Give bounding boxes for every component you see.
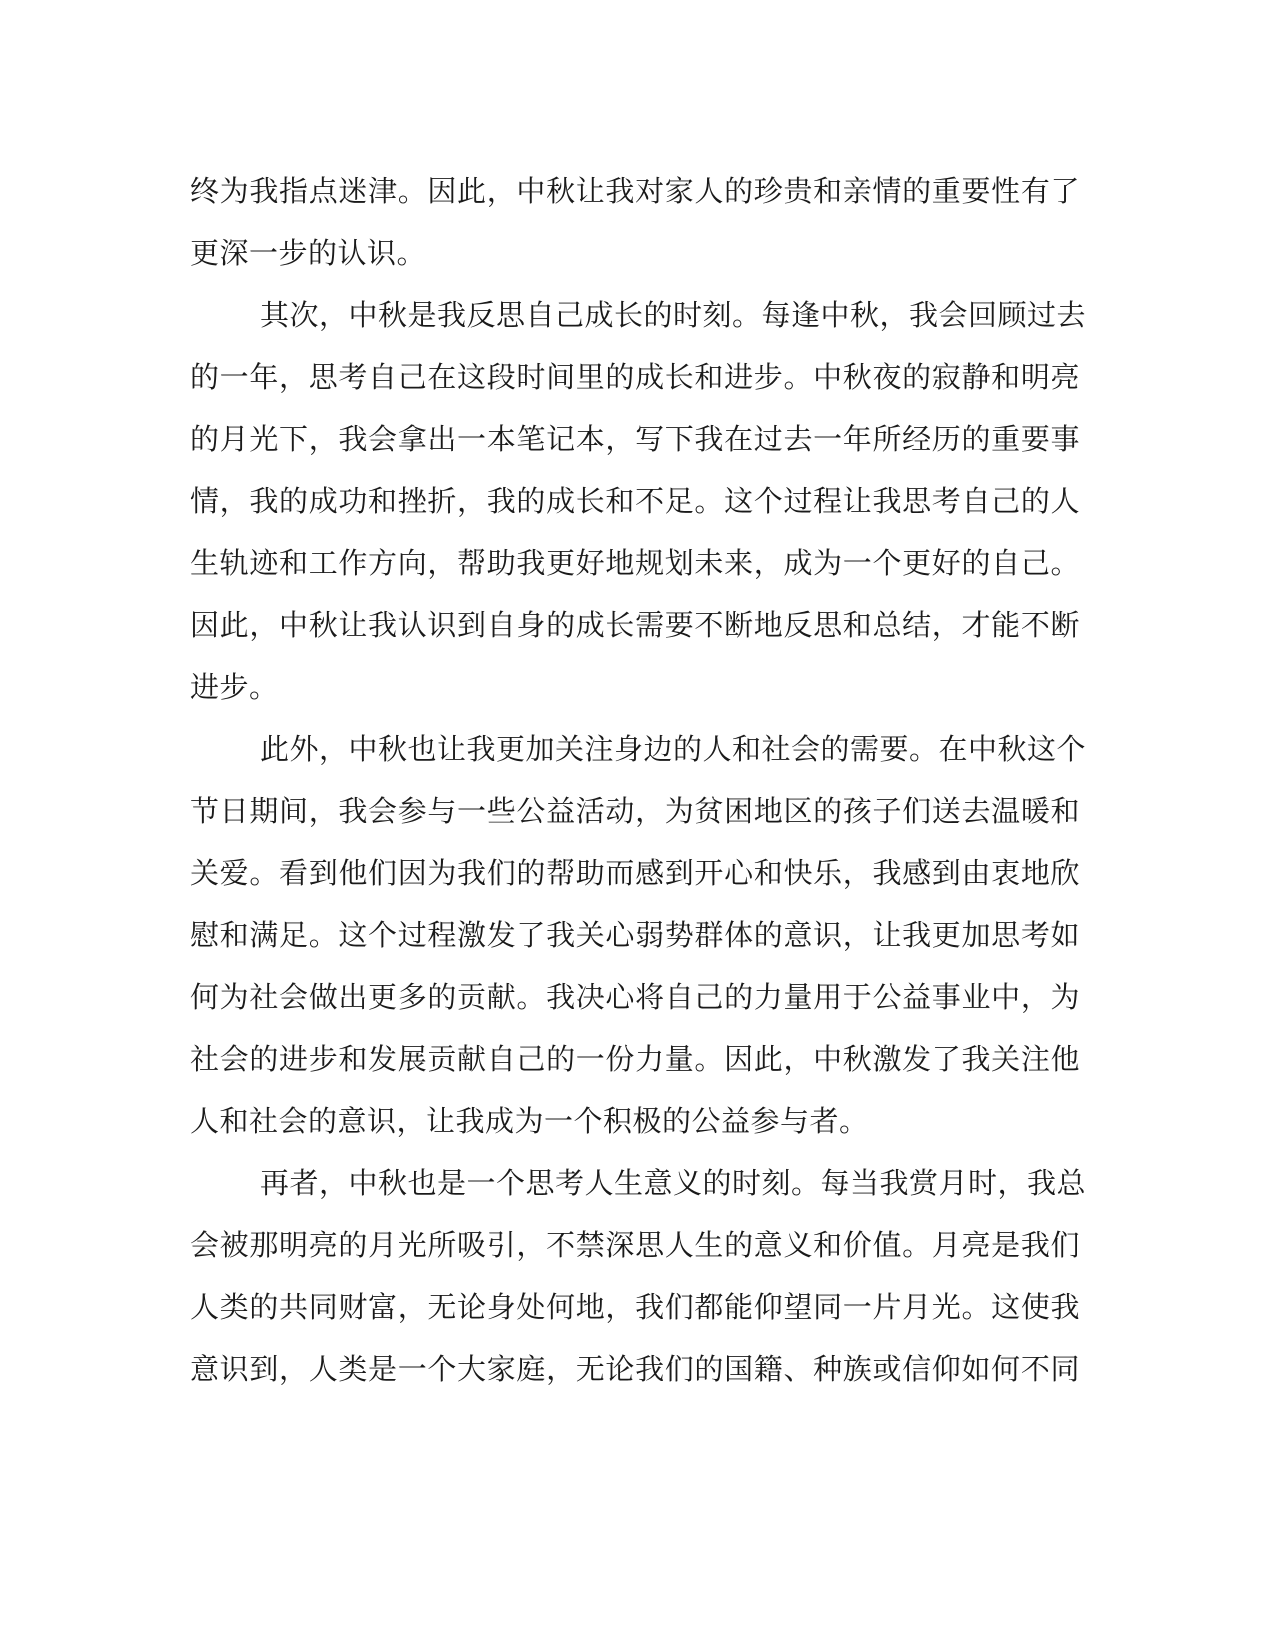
paragraph-start-line: 再者，中秋也是一个思考人生意义的时刻。每当我赏月时，我总: [260, 1166, 1087, 1200]
text-line: 人和社会的意识，让我成为一个积极的公益参与者。: [190, 1104, 869, 1138]
text-line: 人类的共同财富，无论身处何地，我们都能仰望同一片月光。这使我: [190, 1290, 1080, 1324]
text-line: 意识到，人类是一个大家庭，无论我们的国籍、种族或信仰如何不同: [190, 1352, 1080, 1386]
text-line: 社会的进步和发展贡献自己的一份力量。因此，中秋激发了我关注他: [190, 1042, 1080, 1076]
text-line: 节日期间，我会参与一些公益活动，为贫困地区的孩子们送去温暖和: [190, 794, 1080, 828]
text-line: 关爱。看到他们因为我们的帮助而感到开心和快乐，我感到由衷地欣: [190, 856, 1080, 890]
text-line: 的月光下，我会拿出一本笔记本，写下我在过去一年所经历的重要事: [190, 422, 1080, 456]
paragraph-start-line: 其次，中秋是我反思自己成长的时刻。每逢中秋，我会回顾过去: [260, 298, 1087, 332]
text-line: 终为我指点迷津。因此，中秋让我对家人的珍贵和亲情的重要性有了: [190, 174, 1080, 208]
text-line: 更深一步的认识。: [190, 236, 427, 270]
text-line: 生轨迹和工作方向，帮助我更好地规划未来，成为一个更好的自己。: [190, 546, 1080, 580]
text-line: 的一年，思考自己在这段时间里的成长和进步。中秋夜的寂静和明亮: [190, 360, 1080, 394]
text-line: 情，我的成功和挫折，我的成长和不足。这个过程让我思考自己的人: [190, 484, 1080, 518]
paragraph-start-line: 此外，中秋也让我更加关注身边的人和社会的需要。在中秋这个: [260, 732, 1087, 766]
text-line: 慰和满足。这个过程激发了我关心弱势群体的意识，让我更加思考如: [190, 918, 1080, 952]
text-line: 因此，中秋让我认识到自身的成长需要不断地反思和总结，才能不断: [190, 608, 1080, 642]
text-line: 会被那明亮的月光所吸引，不禁深思人生的意义和价值。月亮是我们: [190, 1228, 1080, 1262]
text-line: 进步。: [190, 670, 279, 704]
document-body: [190, 160, 1087, 1400]
text-line: 何为社会做出更多的贡献。我决心将自己的力量用于公益事业中，为: [190, 980, 1080, 1014]
